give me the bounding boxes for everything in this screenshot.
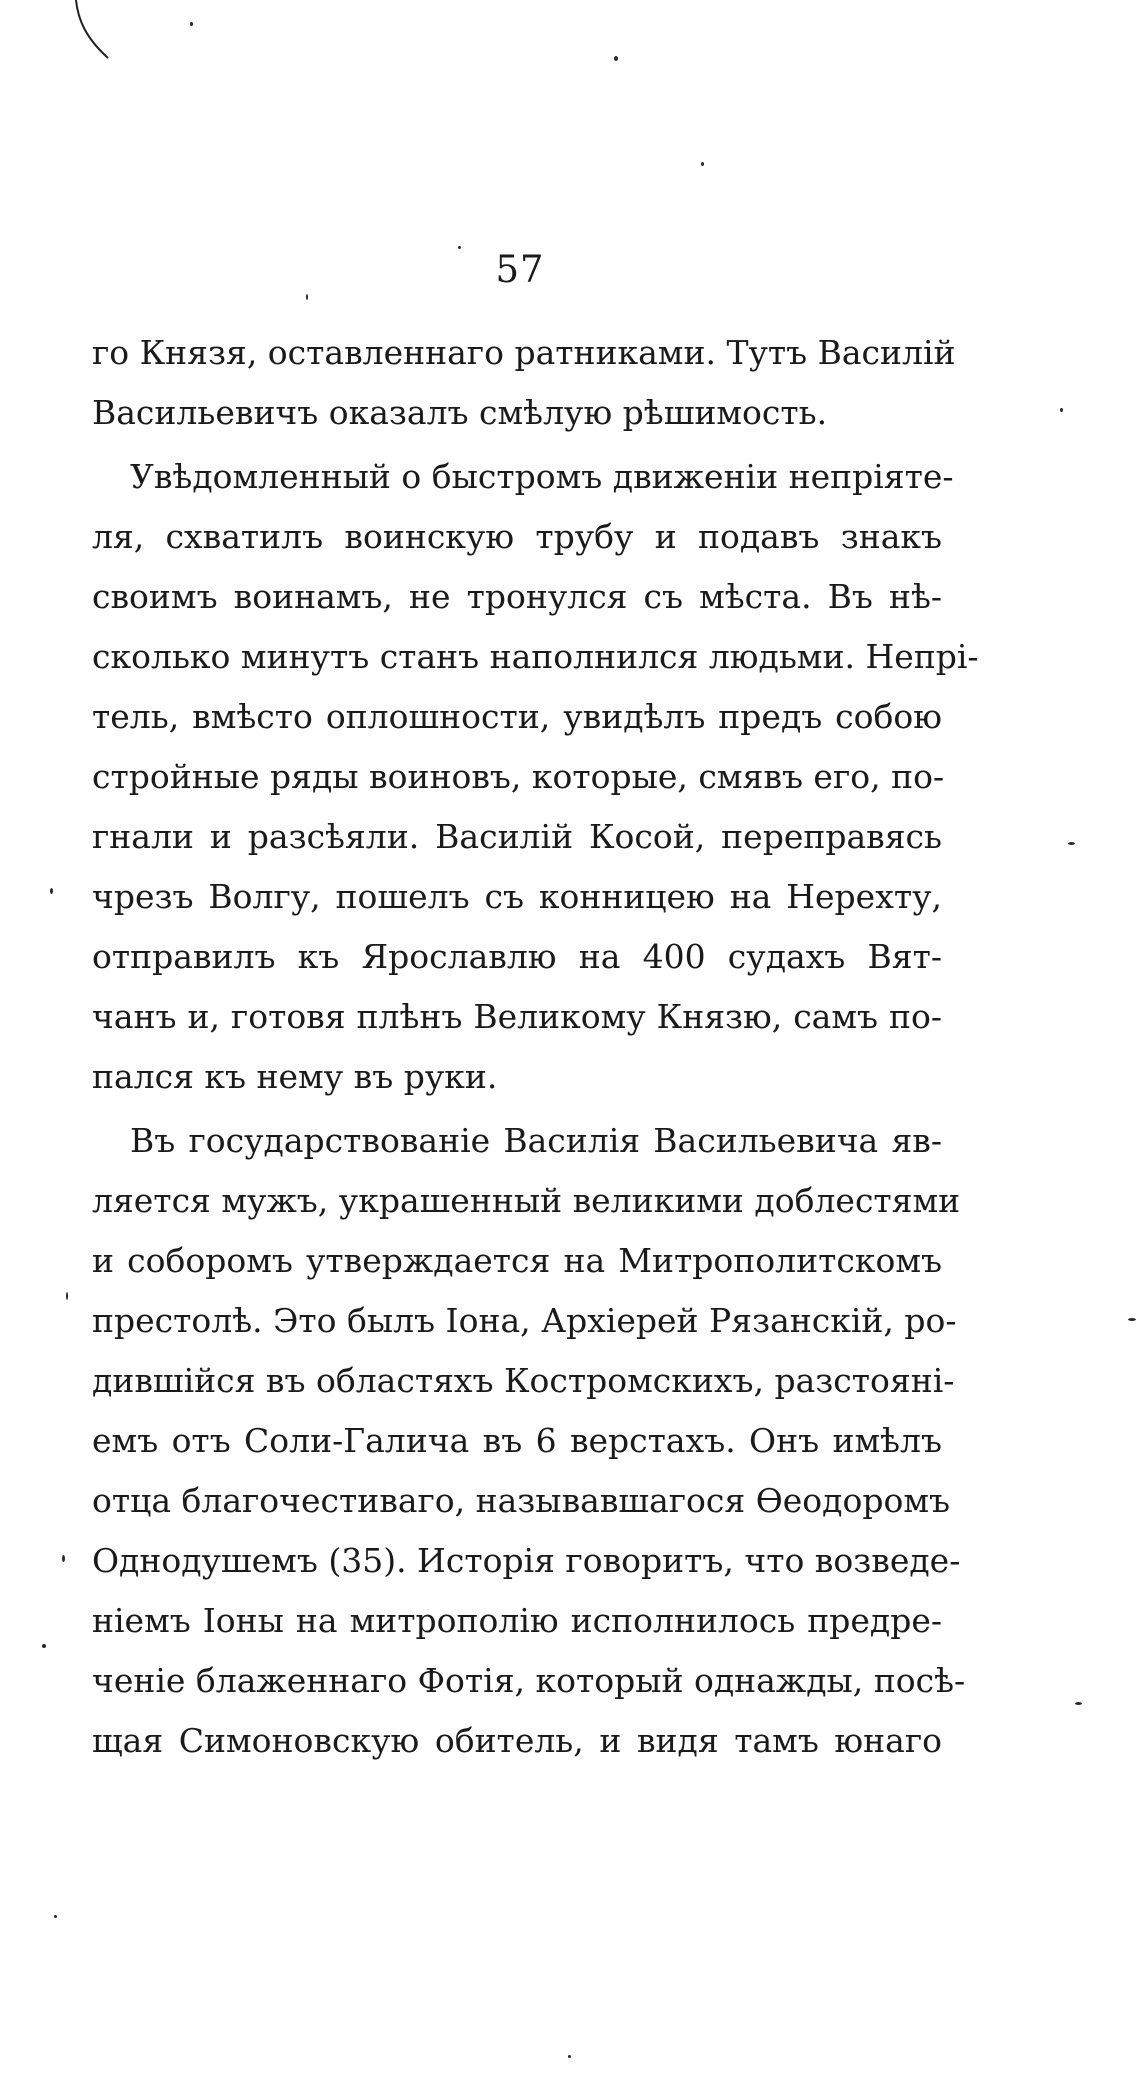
- text-line: Въ государствованiе Василiя Васильевича яв-: [130, 1121, 942, 1160]
- corner-scratch-mark: [68, 0, 128, 70]
- text-line: тель, вмѣсто оплошности, увидѣлъ предъ собою: [92, 697, 942, 736]
- paragraph-1: [92, 323, 956, 443]
- text-line: Васильевичъ оказалъ смѣлую рѣшимость.: [92, 393, 828, 432]
- ink-speck: [701, 162, 704, 166]
- ink-speck: [54, 1915, 57, 1918]
- text-line: отца благочестиваго, называвшагося Өеодоромъ: [92, 1481, 950, 1520]
- text-line: сколько минутъ станъ наполнился людьми. Непрi-: [92, 637, 979, 676]
- ink-speck: [614, 56, 618, 61]
- paragraph-2: [92, 447, 979, 1107]
- body-text: [92, 323, 979, 1771]
- text-line: ляется мужъ, украшенный великими доблестями: [92, 1181, 961, 1220]
- text-line: своимъ воинамъ, не тронулся съ мѣста. Въ нѣ-: [92, 577, 942, 616]
- text-line: чанъ и, готовя плѣнъ Великому Князю, самъ по-: [92, 997, 942, 1036]
- text-line: и соборомъ утверждается на Митрополитскомъ: [92, 1241, 942, 1280]
- ink-speck: [190, 22, 193, 26]
- text-line: емъ отъ Соли-Галича въ 6 верстахъ. Онъ имѣлъ: [92, 1421, 942, 1460]
- text-line: нiемъ Iоны на митрополiю исполнилось предре-: [92, 1601, 942, 1640]
- text-line: отправилъ къ Ярославлю на 400 судахъ Вят-: [92, 937, 942, 976]
- text-line: стройные ряды воиновъ, которые, смявъ его, по-: [92, 757, 945, 796]
- text-line: Увѣдомленный о быстромъ движенiи непрiяте-: [130, 457, 954, 496]
- text-line: чрезъ Волгу, пошелъ съ конницею на Нерехту,: [92, 877, 942, 916]
- text-line: дившiйся въ областяхъ Костромскихъ, разстоянi-: [92, 1361, 955, 1400]
- ink-speck: [42, 1644, 46, 1648]
- page-number: 57: [495, 248, 545, 291]
- ink-speck: [568, 2055, 571, 2058]
- text-line: пался къ нему въ руки.: [92, 1057, 498, 1096]
- ink-speck: [66, 1292, 68, 1300]
- text-line: гнали и разсѣяли. Василiй Косой, переправясь: [92, 817, 942, 856]
- ink-speck: [1060, 408, 1063, 412]
- ink-speck: [306, 294, 308, 300]
- text-line: ля, схватилъ воинскую трубу и подавъ знакъ: [92, 517, 942, 556]
- ink-speck: [62, 1555, 65, 1562]
- ink-speck: [1075, 1702, 1082, 1705]
- paragraph-3: [92, 1111, 966, 1771]
- text-line: го Князя, оставленнаго ратниками. Тутъ Василiй: [92, 333, 956, 372]
- ink-speck: [458, 246, 461, 249]
- text-line: Однодушемъ (35). Исторiя говоритъ, что возведе-: [92, 1541, 961, 1580]
- ink-speck: [1068, 842, 1075, 845]
- text-line: престолѣ. Это былъ Iона, Архiерей Рязанскiй, ро-: [92, 1301, 957, 1340]
- text-line: щая Симоновскую обитель, и видя тамъ юнаго: [92, 1721, 942, 1760]
- ink-speck: [50, 888, 53, 894]
- ink-speck: [1128, 1318, 1136, 1321]
- text-line: ченiе блаженнаго Фотiя, который однажды, посѣ-: [92, 1661, 966, 1700]
